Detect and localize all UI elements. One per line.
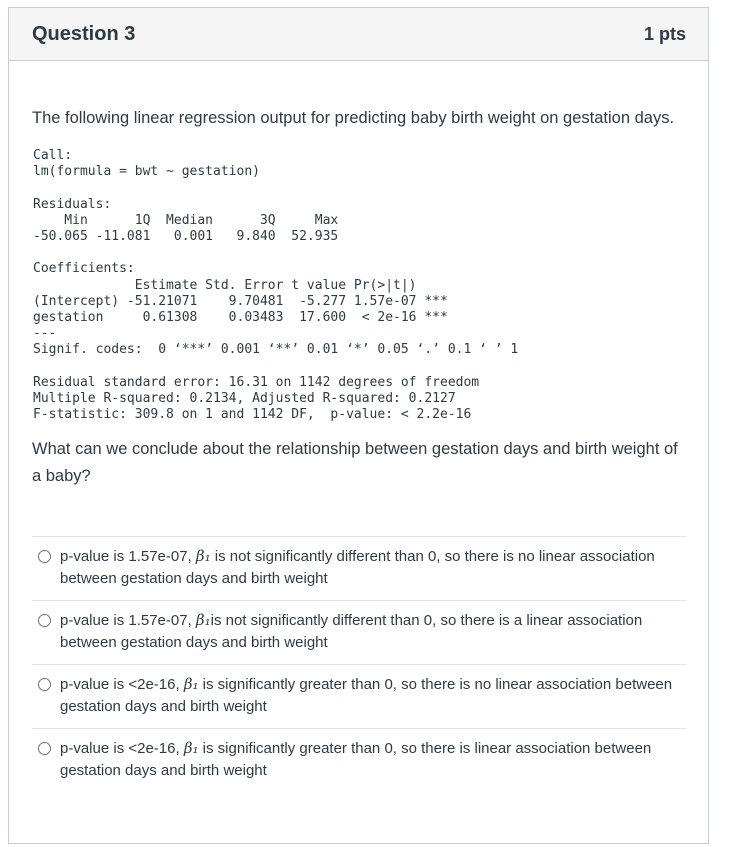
answer-list — [32, 536, 686, 793]
beta-symbol: β₁ — [183, 675, 199, 694]
radio-button[interactable] — [38, 550, 51, 563]
answer-text-post: is significantly greater than 0, so there is linear association between gestation days and birth weight — [60, 740, 652, 780]
answer-text-post: is not significantly different than 0, so there is no linear association between gestation days and birth weight — [60, 548, 655, 588]
beta-symbol: β₁ — [195, 547, 211, 566]
question-intro: The following linear regression output for predicting baby birth weight on gestation days. — [32, 109, 675, 127]
answer-text-post: is significantly greater than 0, so there is no linear association between gestation days and birth weight — [60, 676, 673, 716]
question-points: 1 pts — [643, 23, 686, 44]
radio-button[interactable] — [38, 742, 51, 755]
answer-option-3[interactable] — [32, 665, 686, 729]
radio-button[interactable] — [38, 678, 51, 691]
answer-text-pre: p-value is <2e-16, — [60, 676, 184, 694]
regression-output: Call: lm(formula = bwt ~ gestation) Residuals: Min 1Q Median 3Q Max -50.065 -11.081 0.001 9.840 52.935 Coefficients: Estimate Std. Error t value Pr(>|t|) (Intercept) -51.21071 9.70481 -5.277 1.57e-07 *** gestation 0.61308 0.03483 17.600 < 2e-16 *** --- Signif. codes: 0 ‘***’ 0.001 ‘**’ 0.01 ‘*’ 0.05 ‘.’ 0.1 ‘ ’ 1 Residual standard error: 16.31 on 1142 degrees of freedom Multiple R-squared: 0.2134, Adjusted R-squared: 0.2127 F-statistic: 309.8 on 1 and 1142 DF, p-value: < 2.2e-16 — [33, 148, 519, 423]
answer-option-1[interactable] — [32, 537, 686, 601]
answer-option-2[interactable] — [32, 601, 686, 665]
answer-text-pre: p-value is 1.57e-07, — [60, 548, 196, 566]
question-body — [9, 105, 708, 793]
answer-option-4[interactable] — [32, 729, 686, 793]
question-prompt: What can we conclude about the relationship between gestation days and birth weight of a baby? — [32, 440, 678, 486]
answer-label — [60, 673, 686, 718]
answer-text-pre: p-value is <2e-16, — [60, 740, 184, 758]
answer-label — [60, 737, 686, 782]
beta-symbol: β₁ — [195, 611, 211, 630]
answer-text-post: is not significantly different than 0, so there is a linear association between gestation days and birth weight — [60, 612, 643, 652]
beta-symbol: β₁ — [183, 739, 199, 758]
question-title: Question 3 — [32, 22, 136, 45]
question-header — [9, 8, 708, 61]
answer-text-pre: p-value is 1.57e-07, — [60, 612, 196, 630]
answer-label — [60, 609, 686, 654]
radio-button[interactable] — [38, 614, 51, 627]
answer-label — [60, 545, 686, 590]
question-card — [8, 7, 709, 844]
